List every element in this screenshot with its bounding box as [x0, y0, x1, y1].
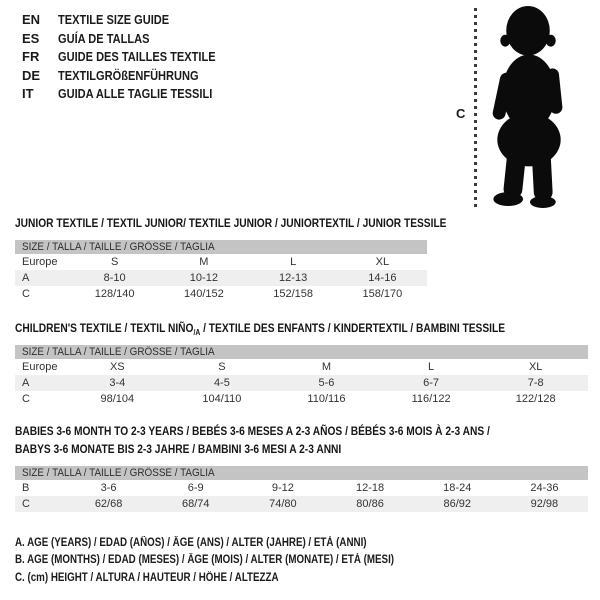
table-row	[15, 496, 588, 512]
row-label: C	[22, 498, 30, 510]
children-size-table	[15, 345, 588, 407]
junior-section-title: JUNIOR TEXTILE / TEXTIL JUNIOR/ TEXTILE JUNIOR / JUNIORTEXTIL / JUNIOR TESSILE	[15, 216, 447, 230]
size-cell: 6-9	[187, 482, 204, 494]
footnote-c: C. (cm) HEIGHT / ALTURA / HAUTEUR / HÖHE / ALTEZZA	[15, 571, 279, 584]
size-cell: 68/74	[181, 498, 210, 510]
lang-row-fr	[22, 48, 243, 67]
lang-label: GUIDE DES TAILLES TEXTILE	[58, 49, 216, 65]
footnote-b: B. AGE (MONTHS) / EDAD (MESES) / ÂGE (MOIS) / ALTER (MONATE) / ETÀ (MESI)	[15, 554, 395, 567]
size-cell: 4-5	[213, 377, 230, 389]
baby-silhouette-icon	[484, 5, 574, 208]
size-cell: 12-13	[279, 272, 308, 284]
lang-label: TEXTILE SIZE GUIDE	[58, 12, 170, 27]
lang-label: GUIDA ALLE TAGLIE TESSILI	[58, 86, 213, 102]
size-cell: 9-12	[271, 482, 294, 494]
row-label: A	[22, 377, 30, 389]
lang-label: TEXTILGRÖßENFÜHRUNG	[58, 67, 199, 83]
lang-code: DE	[22, 67, 41, 83]
size-cell: 140/152	[183, 288, 224, 300]
table-header-bar: SIZE / TALLA / TAILLE / GRÖSSE / TAGLIA	[15, 240, 427, 254]
size-cell: 128/140	[94, 288, 135, 300]
size-cell: 122/128	[515, 393, 556, 405]
size-cell: 86/92	[443, 498, 471, 510]
table-row	[15, 480, 588, 496]
height-dotted-line	[474, 8, 477, 208]
table-row	[15, 391, 588, 407]
size-cell: 3-6	[100, 482, 117, 494]
row-label: Europe	[22, 361, 58, 373]
lang-row-en	[22, 11, 243, 30]
size-cell: M	[199, 256, 209, 268]
size-cell: 3-4	[109, 377, 126, 389]
size-cell: 18-24	[443, 482, 472, 494]
table-row	[15, 286, 427, 302]
lang-code: ES	[22, 30, 40, 46]
size-cell: S	[110, 256, 119, 268]
size-cell: 24-36	[530, 482, 559, 494]
size-cell: L	[290, 256, 297, 268]
size-cell: XS	[109, 361, 125, 373]
size-cell: 14-16	[368, 272, 397, 284]
size-cell: 80/86	[356, 498, 384, 510]
row-label: B	[22, 482, 30, 494]
row-label: C	[22, 288, 30, 300]
size-cell: L	[428, 361, 435, 373]
size-cell: 104/110	[202, 393, 242, 405]
children-section-title: CHILDREN'S TEXTILE / TEXTIL $NIÑO_{/A}$ / TEXTILE DES ENFANTS / KINDERTEXTIL / BAMBINI TESSILE	[15, 321, 505, 337]
lang-row-es	[22, 30, 243, 49]
size-cell: 98/104	[100, 393, 135, 405]
subscript-text: /A	[193, 327, 201, 337]
size-cell: 7-8	[527, 377, 544, 389]
row-label: A	[22, 272, 30, 284]
babies-section-title: BABIES 3-6 MONTH TO 2-3 YEARS / BEBÉS 3-6 MESES A 2-3 AÑOS / BÉBÉS 3-6 MOIS À 2-3 ANS / BABYS 3-6 MONATE BIS 2-3 JAHRE / BAMBINI 3-6 MESI A 2-3 ANNI	[15, 424, 490, 456]
table-row	[15, 270, 427, 286]
table-row	[15, 375, 588, 391]
size-cell: 152/158	[273, 288, 313, 300]
height-measure-label: C	[456, 106, 466, 121]
size-cell: 62/68	[94, 498, 123, 510]
lang-code: EN	[22, 12, 41, 27]
size-cell: 5-6	[318, 377, 335, 389]
size-cell: XL	[528, 361, 543, 373]
language-list	[22, 11, 243, 104]
lang-row-de	[22, 67, 243, 86]
size-cell: 116/122	[411, 393, 451, 405]
table-header-bar: SIZE / TALLA / TAILLE / GRÖSSE / TAGLIA	[15, 466, 588, 480]
lang-code: FR	[22, 49, 40, 65]
row-label: Europe	[22, 256, 58, 268]
lang-label: GUÍA DE TALLAS	[58, 30, 150, 46]
size-cell: 74/80	[269, 498, 297, 510]
size-cell: 158/170	[362, 288, 403, 300]
lang-code: IT	[22, 86, 34, 102]
row-label: C	[22, 393, 30, 405]
size-cell: 10-12	[189, 272, 218, 284]
table-row	[15, 359, 588, 375]
size-cell: S	[218, 361, 226, 373]
size-cell: M	[321, 361, 332, 373]
size-cell: XL	[375, 256, 390, 268]
size-cell: 110/116	[307, 393, 346, 405]
footnote-a: A. AGE (YEARS) / EDAD (AÑOS) / ÂGE (ANS) / ALTER (JAHRE) / ETÀ (ANNI)	[15, 537, 367, 549]
size-cell: 6-7	[423, 377, 440, 389]
lang-row-it	[22, 85, 243, 104]
table-row	[15, 254, 427, 270]
junior-size-table	[15, 240, 427, 302]
size-cell: 92/98	[530, 498, 559, 510]
babies-size-table	[15, 466, 588, 512]
size-cell: 12-18	[356, 482, 385, 494]
size-cell: 8-10	[103, 272, 126, 284]
table-header-bar: SIZE / TALLA / TAILLE / GRÖSSE / TAGLIA	[15, 345, 588, 359]
footnotes	[15, 535, 461, 587]
